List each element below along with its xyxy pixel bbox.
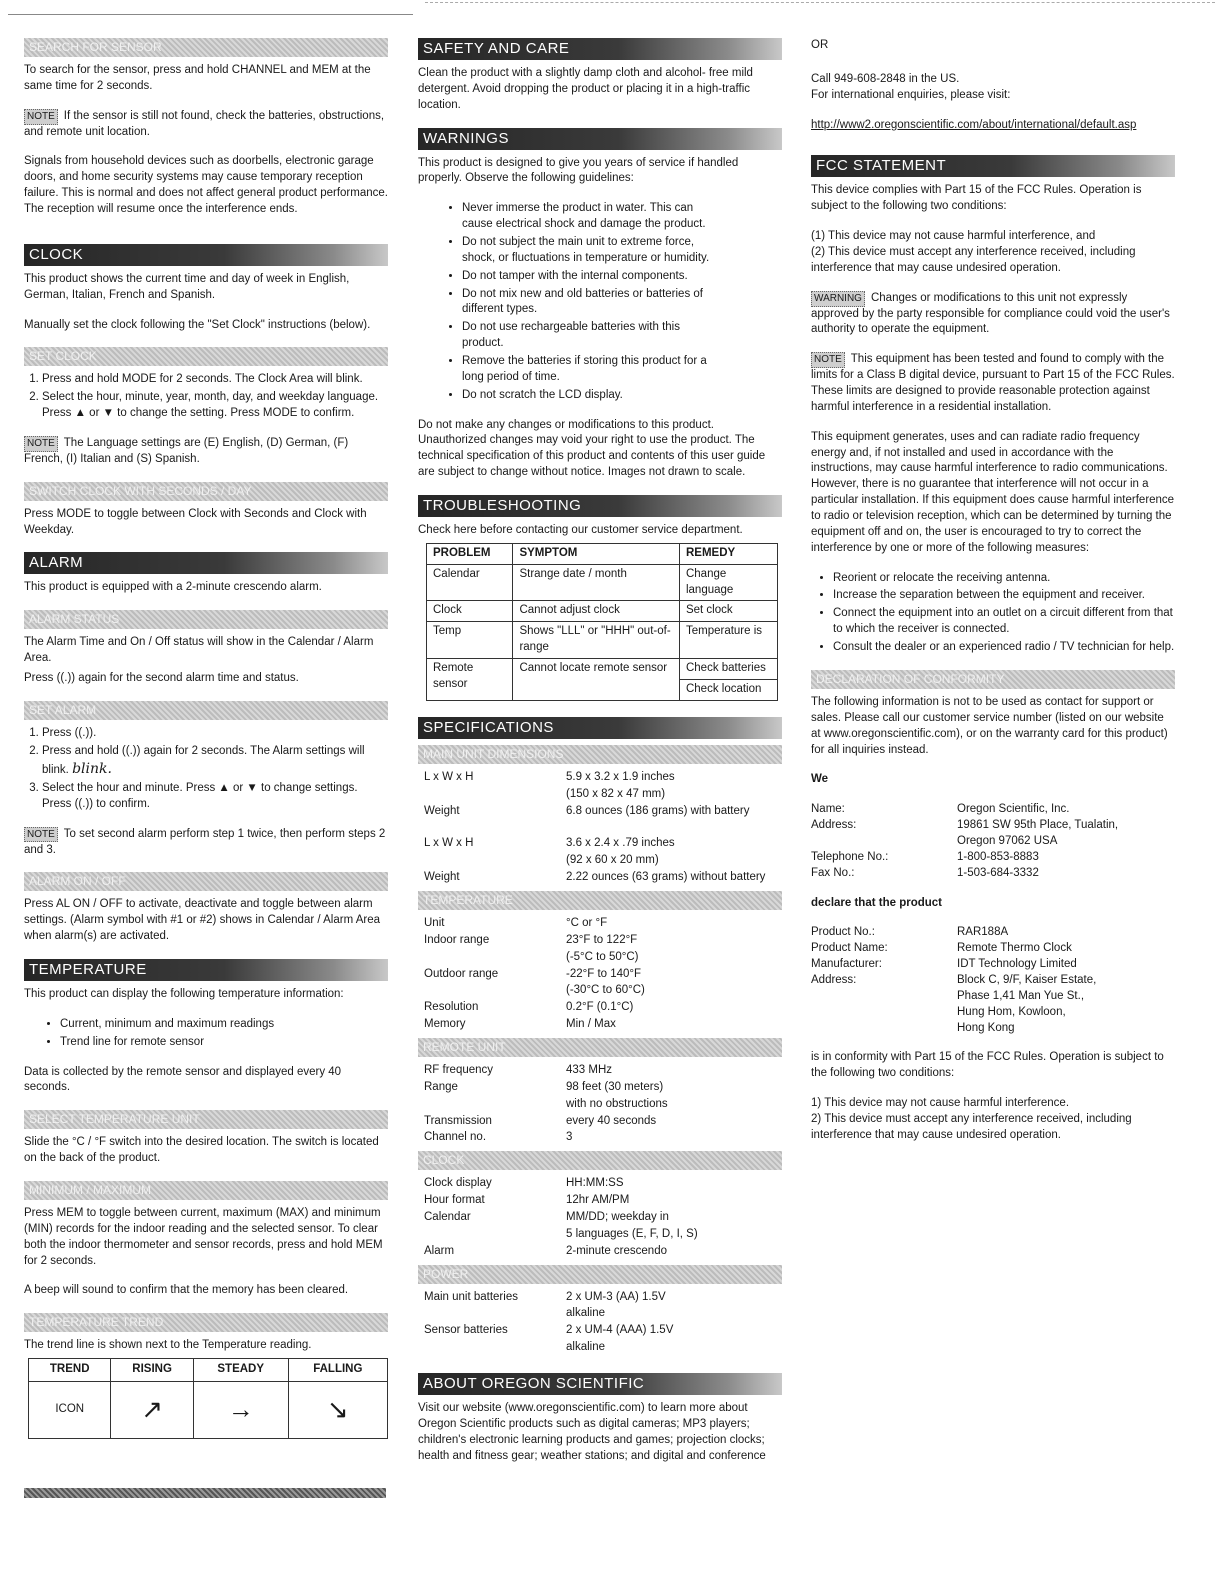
list-item: 2) This device must accept any interference received, including interference that may cause undesired operation. <box>811 1112 1132 1141</box>
section-temp-unit: SELECT TEMPERATURE UNIT <box>24 1110 388 1129</box>
we-label: We <box>811 773 829 786</box>
list-item: • Remove the batteries if storing this product for a long period of time. <box>462 354 722 386</box>
list-item: 1. Press ((.)). <box>42 726 388 742</box>
section-remote-specs: REMOTE UNIT <box>418 1038 782 1057</box>
list-item: • Never immerse the product in water. This can cause electrical shock and damage the product. <box>462 201 722 233</box>
remote-specs: RF frequency 433 MHz Range 98 feet (30 meters) with no obstructions Transmission every 40 seconds Channel no. 3 <box>424 1063 668 1144</box>
section-clock: CLOCK <box>24 244 388 266</box>
column-2 <box>418 38 782 1478</box>
note-label: NOTE <box>24 436 58 452</box>
declaration-text: The following information is not to be used as contact for support or sales. Please call our customer service number (listed on our website at www.oregonscientific.com), or on the warranty card for this product) for all inquiries instead. <box>811 695 1168 756</box>
handwritten-note: blink. <box>72 760 112 777</box>
list-item: • Trend line for remote sensor <box>60 1035 388 1051</box>
column-1 <box>24 38 388 1439</box>
section-main-dimensions: MAIN UNIT DIMENSIONS <box>418 745 782 764</box>
warning-label: WARNING <box>811 291 865 307</box>
main-dimensions: L x W x H 5.9 x 3.2 x 1.9 inches (150 x 82 x 47 mm) Weight 6.8 ounces (186 grams) with battery <box>424 770 750 817</box>
or-text: OR <box>811 39 829 51</box>
table-row: Check location <box>427 679 778 700</box>
bottom-bar <box>24 1488 386 1498</box>
switch-text: Press MODE to toggle between Clock with Seconds and Clock with Weekday. <box>24 507 367 536</box>
list-item: (1) This device may not cause harmful interference, and <box>811 230 1096 243</box>
alarm-status-text-1: The Alarm Time and On / Off status will show in the Calendar / Alarm Area. <box>24 636 374 665</box>
list-item: • Do not tamper with the internal components. <box>462 269 722 285</box>
top-rule <box>8 14 413 15</box>
unit-text: Slide the °C / °F switch into the desired location. The switch is located on the back of the product. <box>24 1136 379 1165</box>
steady-arrow-icon: → <box>193 1381 288 1438</box>
section-search-sensor: SEARCH FOR SENSOR <box>24 38 388 57</box>
section-temp-trend: TEMPERATURE TREND <box>24 1313 388 1332</box>
equipment-text: This equipment generates, uses and can radiate radio frequency energy and, if not installed and used in accordance with the instructions, may cause harmful interference to radio communications. However, there is no guarantee that interference will not occur in a particular installation. If this equipment does cause harmful interference to radio or television reception, which can be determined by turning the equipment off and on, the user is encouraged to try to correct the interference by one or more of the following measures: <box>811 430 1175 554</box>
list-item: • Do not subject the main unit to extreme force, shock, or fluctuations in temperature or humidity. <box>462 235 722 267</box>
set-alarm-steps <box>24 726 388 813</box>
section-temperature: TEMPERATURE <box>24 959 388 981</box>
set-clock-steps <box>24 372 388 422</box>
clock-specs: Clock display HH:MM:SS Hour format 12hr AM/PM Calendar MM/DD; weekday in 5 languages (E, F, D, I, S) Alarm 2-minute crescendo <box>424 1177 698 1257</box>
list-item: • Connect the equipment into an outlet on a circuit different from that to which the receiver is connected. <box>833 606 1175 638</box>
steady-header: STEADY <box>193 1359 288 1382</box>
top-rule-right <box>425 2 1215 3</box>
table-header: SYMPTOM <box>513 543 680 564</box>
table-row: Temp Shows "LLL" or "HHH" out-of-range Temperature is <box>427 622 778 659</box>
safety-text: Clean the product with a slightly damp cloth and alcohol- free mild detergent. Avoid dropping the product or placing it in a high-traffic location. <box>418 67 753 111</box>
we-details: Name: Oregon Scientific, Inc. Address: 19861 SW 95th Place, Tualatin, Oregon 97062 USA Telephone No.: 1-800-853-8883 Fax No.: 1-503-684-3332 <box>811 803 1119 879</box>
conditions-list <box>811 1096 1175 1144</box>
section-min-max: MINIMUM / MAXIMUM <box>24 1181 388 1200</box>
note-3: NOTE To set second alarm perform step 1 twice, then perform steps 2 and 3. <box>24 827 386 856</box>
alarm-on-text: Press AL ON / OFF to activate, deactivate and toggle between alarm settings. (Alarm symbol with #1 or #2) shows in Calendar / Alarm Area when alarm(s) are activated. <box>24 898 381 943</box>
list-item: • Consult the dealer or an experienced radio / TV technician for help. <box>833 640 1175 656</box>
list-item: 3. Select the hour and minute. Press ▲ or ▼ to change settings. Press ((.)) to confirm. <box>42 781 388 813</box>
list-item: • Do not mix new and old batteries or batteries of different types. <box>462 287 722 319</box>
trend-text: The trend line is shown next to the Temperature reading. <box>24 1339 312 1352</box>
clock-text-2: Manually set the clock following the "Set Clock" instructions (below). <box>24 318 371 331</box>
list-item: • Reorient or relocate the receiving antenna. <box>833 571 1175 587</box>
list-item: • Do not use rechargeable batteries with this product. <box>462 320 722 352</box>
warnings-text-2: Do not make any changes or modifications to this product. Unauthorized changes may void your right to use the product. The technical specification of this product and contents of this user guide are subject to change without notice. Images not drawn to scale. <box>418 418 766 479</box>
note-2: NOTE The Language settings are (E) English, (D) German, (F) French, (I) Italian and (S) Spanish. <box>24 437 349 465</box>
temp-text: This product can display the following temperature information: <box>24 987 344 1000</box>
section-temp-specs: TEMPERATURE <box>418 891 782 910</box>
temp-text-2: Data is collected by the remote sensor and displayed every 40 seconds. <box>24 1065 342 1094</box>
section-power-specs: POWER <box>418 1265 782 1284</box>
note-1: NOTE If the sensor is still not found, check the batteries, obstructions, and remote unit location. <box>24 109 385 138</box>
list-item: (2) This device must accept any interference received, including interference that may cause undesired operation. <box>811 246 1136 274</box>
remote-dimensions: L x W x H 3.6 x 2.4 x .79 inches (92 x 60 x 20 mm) Weight 2.22 ounces (63 grams) without battery <box>424 837 766 884</box>
alarm-text: This product is equipped with a 2-minute crescendo alarm. <box>24 581 322 594</box>
list-item: 2. Press and hold ((.)) again for 2 seconds. The Alarm settings will blink. blink. <box>42 744 388 779</box>
list-item: 1. Press and hold MODE for 2 seconds. The Clock Area will blink. <box>42 372 388 388</box>
trend-header: TREND <box>29 1359 111 1382</box>
section-set-clock: SET CLOCK <box>24 347 388 366</box>
icon-row-label: ICON <box>29 1381 111 1438</box>
section-clock-specs: CLOCK <box>418 1151 782 1170</box>
about-text: Visit our website (www.oregonscientific.com) to learn more about Oregon Scientific products such as digital cameras; MP3 players; children's electronic learning products and games; projection clocks; health and fitness gear; weather stations; and digital and conference <box>418 1401 766 1462</box>
intl-text: For international enquiries, please visit: <box>811 88 1011 101</box>
section-warnings: WARNINGS <box>418 128 782 150</box>
temp-items <box>24 1017 388 1051</box>
minmax-text-2: A beep will sound to confirm that the memory has been cleared. <box>24 1284 349 1297</box>
section-switch-clock: SWITCH CLOCK WITH SECONDS / DAY <box>24 482 388 501</box>
note-label: NOTE <box>24 109 58 125</box>
section-set-alarm: SET ALARM <box>24 701 388 720</box>
rising-header: RISING <box>111 1359 193 1382</box>
power-specs: Main unit batteries 2 x UM-3 (AA) 1.5V alkaline Sensor batteries 2 x UM-4 (AAA) 1.5V alkaline <box>424 1290 674 1354</box>
fcc-conditions <box>811 229 1175 277</box>
troubleshooting-table <box>426 543 778 701</box>
note-label: NOTE <box>24 827 58 843</box>
warnings-text: This product is designed to give you years of service if handled properly. Observe the following guidelines: <box>418 156 739 185</box>
section-alarm-status: ALARM STATUS <box>24 610 388 629</box>
section-alarm-on-off: ALARM ON / OFF <box>24 872 388 891</box>
warning-paragraph: WARNING Changes or modifications to this unit not expressly approved by the party responsible for compliance could void the user's authority to operate the equipment. <box>811 291 1170 336</box>
intl-link[interactable]: http://www2.oregonscientific.com/about/international/default.asp <box>811 118 1137 131</box>
table-row: Clock Cannot adjust clock Set clock <box>427 601 778 622</box>
list-item: • Current, minimum and maximum readings <box>60 1017 388 1033</box>
minmax-text: Press MEM to toggle between current, maximum (MAX) and minimum (MIN) records for the indoor reading and the selected sensor. To clear both the indoor thermometer and sensor records, press and hold MEM for 2 seconds. <box>24 1206 383 1267</box>
list-item: 2. Select the hour, minute, year, month, day, and weekday language. Press ▲ or ▼ to change the setting. Press MODE to confirm. <box>42 390 388 422</box>
list-item: 1) This device may not cause harmful interference. <box>811 1097 1070 1110</box>
product-details: Product No.: RAR188A Product Name: Remote Thermo Clock Manufacturer: IDT Technology Limited Address: Block C, 9/F, Kaiser Estate, Phase 1,41 Man Yue St., Hung Hom, Kowloon, Hong Kong <box>811 926 1097 1034</box>
falling-header: FALLING <box>288 1359 387 1382</box>
section-troubleshooting: TROUBLESHOOTING <box>418 495 782 517</box>
column-3 <box>811 38 1175 1144</box>
section-specifications: SPECIFICATIONS <box>418 717 782 739</box>
fcc-text: This device complies with Part 15 of the FCC Rules. Operation is subject to the following two conditions: <box>811 184 1142 213</box>
temperature-specs: Unit °C or °F Indoor range 23°F to 122°F (-5°C to 50°C) Outdoor range -22°F to 140°F (-30°C to 60°C) Resolution 0.2°F (0.1°C) Memory Min / Max <box>424 916 645 1031</box>
warnings-list <box>418 201 722 403</box>
table-header: REMEDY <box>679 543 777 564</box>
clock-text-1: This product shows the current time and day of week in English, German, Italian, French and Spanish. <box>24 272 350 301</box>
section-about: ABOUT OREGON SCIENTIFIC <box>418 1373 782 1395</box>
table-header: PROBLEM <box>427 543 513 564</box>
note-paragraph: NOTE This equipment has been tested and found to comply with the limits for a Class B digital device, pursuant to Part 15 of the FCC Rules. These limits are designed to provide reasonable protection against harmful interference in a residential installation. <box>811 353 1175 413</box>
list-item: • Increase the separation between the equipment and receiver. <box>833 588 1175 604</box>
list-item: • Do not scratch the LCD display. <box>462 388 722 404</box>
declare-text: declare that the product <box>811 896 942 909</box>
conformity-text: is in conformity with Part 15 of the FCC Rules. Operation is subject to the following two conditions: <box>811 1051 1164 1080</box>
call-text: Call 949-608-2848 in the US. <box>811 72 960 85</box>
rising-arrow-icon: ↗ <box>111 1381 193 1438</box>
signals-text: Signals from household devices such as doorbells, electronic garage doors, and home security systems may cause temporary reception failure. This is normal and does not affect general product performance. The reception will resume once the interference ends. <box>24 155 388 216</box>
trend-table <box>28 1358 388 1439</box>
section-safety: SAFETY AND CARE <box>418 38 782 60</box>
measures-list <box>811 571 1175 656</box>
table-row: Calendar Strange date / month Change language <box>427 564 778 601</box>
note-label: NOTE <box>811 352 845 368</box>
section-alarm: ALARM <box>24 552 388 574</box>
table-row: Remote sensor Cannot locate remote sensor Check batteries <box>427 659 778 680</box>
section-fcc: FCC STATEMENT <box>811 155 1175 177</box>
search-text: To search for the sensor, press and hold CHANNEL and MEM at the same time for 2 seconds. <box>24 64 371 92</box>
trouble-text: Check here before contacting our customer service department. <box>418 524 743 537</box>
section-declaration: DECLARATION OF CONFORMITY <box>811 670 1175 689</box>
falling-arrow-icon: ↘ <box>288 1381 387 1438</box>
alarm-status-text-2: Press ((.)) again for the second alarm time and status. <box>24 672 299 685</box>
